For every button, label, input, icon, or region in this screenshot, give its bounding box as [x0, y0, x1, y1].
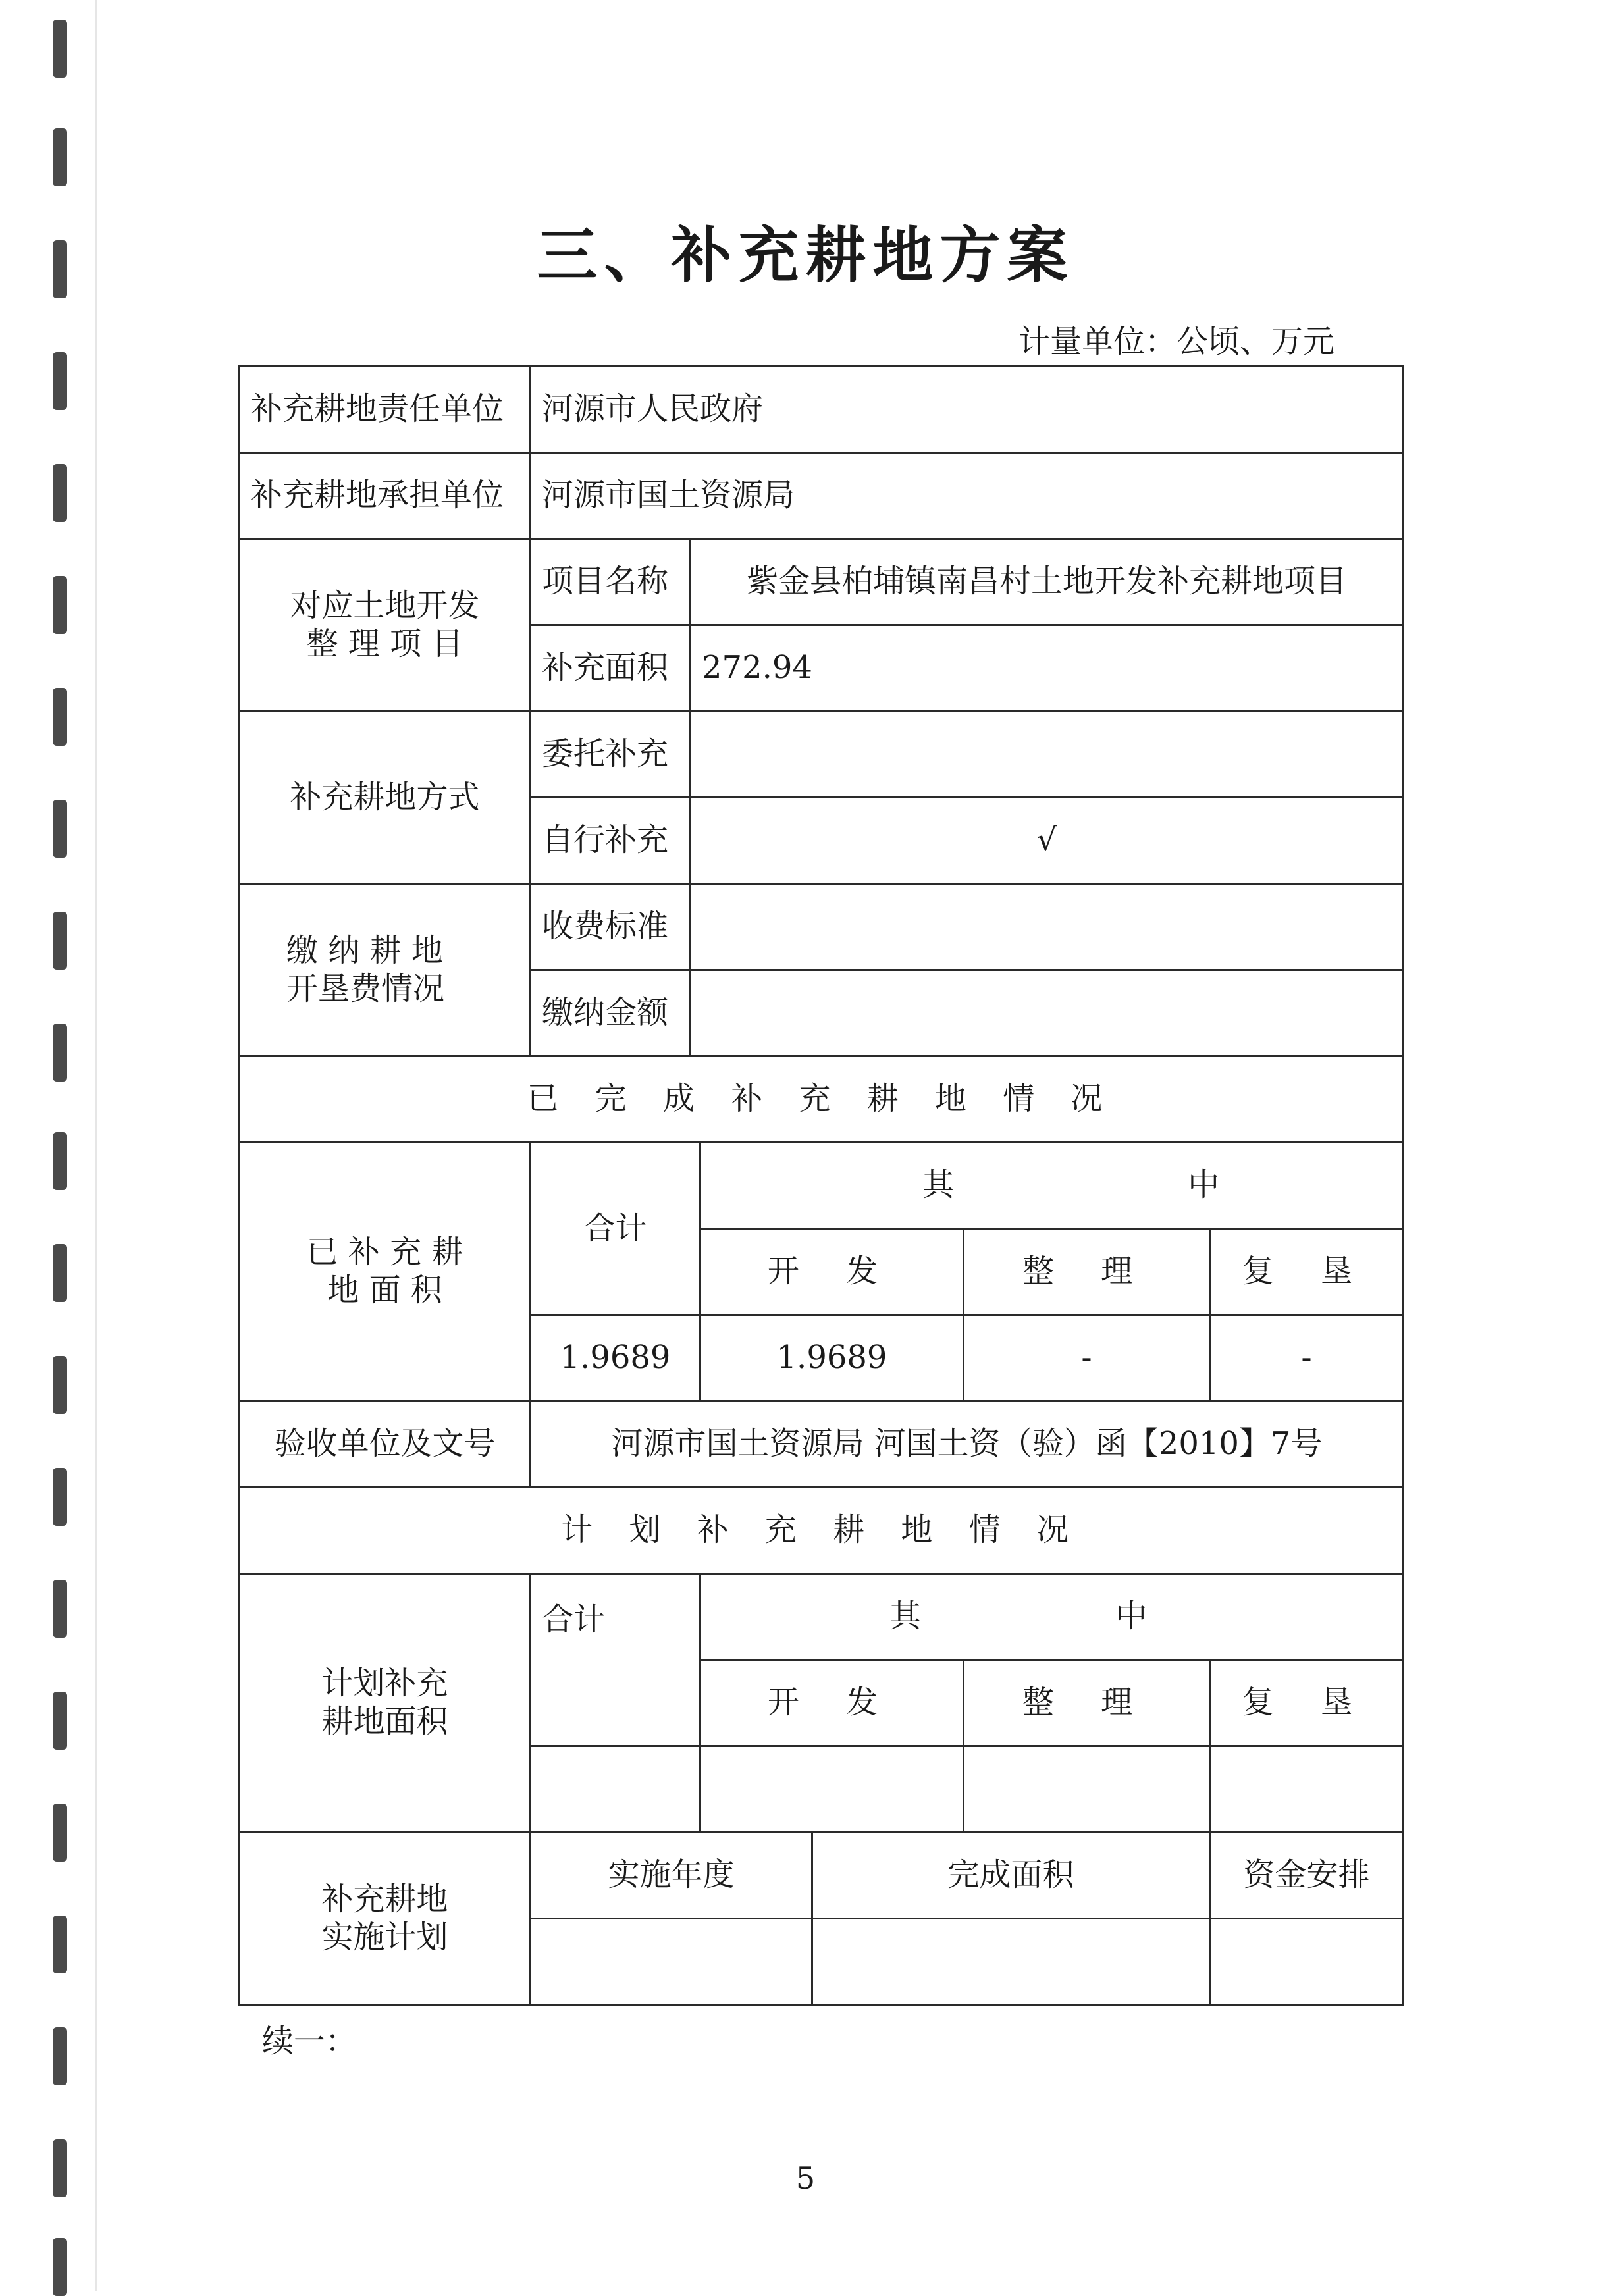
fee-group-label — [240, 884, 531, 1057]
implementation-completed-area-label: 完成面积 — [812, 1833, 1210, 1919]
continuation-note: 续一： — [262, 2023, 357, 2060]
completed-total-label: 合计 — [531, 1143, 700, 1315]
completed-among-char-2: 中 — [1188, 1166, 1220, 1204]
table-row — [240, 1057, 1404, 1143]
self-label: 自行补充 — [531, 798, 691, 884]
planned-consolidation-label: 整 理 — [964, 1660, 1210, 1746]
fee-group-label-line-2: 开垦费情况 — [286, 970, 445, 1007]
implementation-funding-label: 资金安排 — [1210, 1833, 1404, 1919]
supplement-plan-table — [238, 365, 1404, 2006]
table-row — [240, 1401, 1404, 1488]
table-row — [240, 712, 1404, 798]
fee-standard-label: 收费标准 — [531, 884, 691, 970]
undertaking-unit-value: 河源市国土资源局 — [531, 453, 1404, 539]
implementation-label-line-2: 实施计划 — [321, 1918, 448, 1956]
planned-development-label: 开 发 — [700, 1660, 964, 1746]
planned-development-value — [700, 1746, 964, 1833]
implementation-label-line-1: 补充耕地 — [321, 1880, 448, 1918]
table-row — [240, 453, 1404, 539]
unit-note: 计量单位：公顷、万元 — [1018, 323, 1334, 360]
completed-consolidation-value: - — [964, 1315, 1210, 1401]
undertaking-unit-label: 补充耕地承担单位 — [240, 453, 531, 539]
planned-total-label: 合计 — [531, 1574, 700, 1746]
completed-development-value: 1.9689 — [700, 1315, 964, 1401]
fee-amount-value — [691, 970, 1404, 1057]
completed-among-char-1: 其 — [922, 1166, 955, 1204]
implementation-funding-value — [1210, 1919, 1404, 2005]
completed-area-label — [240, 1143, 531, 1401]
table-row — [240, 1833, 1404, 1919]
completed-development-label: 开 发 — [700, 1229, 964, 1315]
entrusted-label: 委托补充 — [531, 712, 691, 798]
planned-section-title: 计 划 补 充 耕 地 情 况 — [240, 1488, 1404, 1574]
planned-consolidation-value — [964, 1746, 1210, 1833]
fee-amount-label: 缴纳金额 — [531, 970, 691, 1057]
implementation-year-value — [531, 1919, 812, 2005]
planned-total-value — [531, 1746, 700, 1833]
binding-holes — [46, 0, 86, 2291]
fee-standard-value — [691, 884, 1404, 970]
responsible-unit-label: 补充耕地责任单位 — [240, 367, 531, 453]
table-row — [240, 539, 1404, 625]
implementation-year-label: 实施年度 — [531, 1833, 812, 1919]
completed-reclamation-label: 复 垦 — [1210, 1229, 1404, 1315]
planned-among-header — [700, 1574, 1404, 1660]
entrusted-value — [691, 712, 1404, 798]
responsible-unit-value: 河源市人民政府 — [531, 367, 1404, 453]
completed-area-label-line-2: 地 面 积 — [327, 1272, 442, 1309]
completed-among-header — [700, 1143, 1404, 1229]
table-row — [240, 884, 1404, 970]
table-row — [240, 1574, 1404, 1660]
planned-among-char-1: 其 — [889, 1598, 922, 1635]
completed-reclamation-value: - — [1210, 1315, 1404, 1401]
planned-reclamation-label: 复 垦 — [1210, 1660, 1404, 1746]
table-row — [240, 367, 1404, 453]
completed-total-value: 1.9689 — [531, 1315, 700, 1401]
planned-area-label-line-1: 计划补充 — [321, 1665, 448, 1702]
project-group-label — [240, 539, 531, 712]
implementation-label — [240, 1833, 531, 2005]
planned-area-label-line-2: 耕地面积 — [321, 1703, 448, 1740]
table-row — [240, 1488, 1404, 1574]
completed-area-label-line-1: 已 补 充 耕 — [306, 1234, 463, 1271]
planned-among-char-2: 中 — [1115, 1598, 1148, 1635]
area-label: 补充面积 — [531, 625, 691, 712]
page-title: 三、补充耕地方案 — [537, 220, 1074, 291]
completed-consolidation-label: 整 理 — [964, 1229, 1210, 1315]
project-group-label-line-1: 对应土地开发 — [290, 587, 480, 624]
completed-section-title: 已 完 成 补 充 耕 地 情 况 — [240, 1057, 1404, 1143]
project-group-label-line-2: 整 理 项 目 — [306, 625, 463, 662]
acceptance-value: 河源市国土资源局 河国土资（验）函【2010】7号 — [531, 1401, 1404, 1488]
page-edge-line — [95, 0, 97, 2291]
self-check-mark: √ — [691, 798, 1404, 884]
fee-group-label-line-1: 缴 纳 耕 地 — [286, 931, 443, 969]
project-name-label: 项目名称 — [531, 539, 691, 625]
implementation-completed-area-value — [812, 1919, 1210, 2005]
project-name-value: 紫金县柏埔镇南昌村土地开发补充耕地项目 — [691, 539, 1404, 625]
planned-area-label — [240, 1574, 531, 1833]
page-number: 5 — [795, 2160, 816, 2196]
table-row — [240, 1143, 1404, 1229]
planned-reclamation-value — [1210, 1746, 1404, 1833]
area-value: 272.94 — [691, 625, 1404, 712]
acceptance-label: 验收单位及文号 — [240, 1401, 531, 1488]
method-label: 补充耕地方式 — [240, 712, 531, 884]
